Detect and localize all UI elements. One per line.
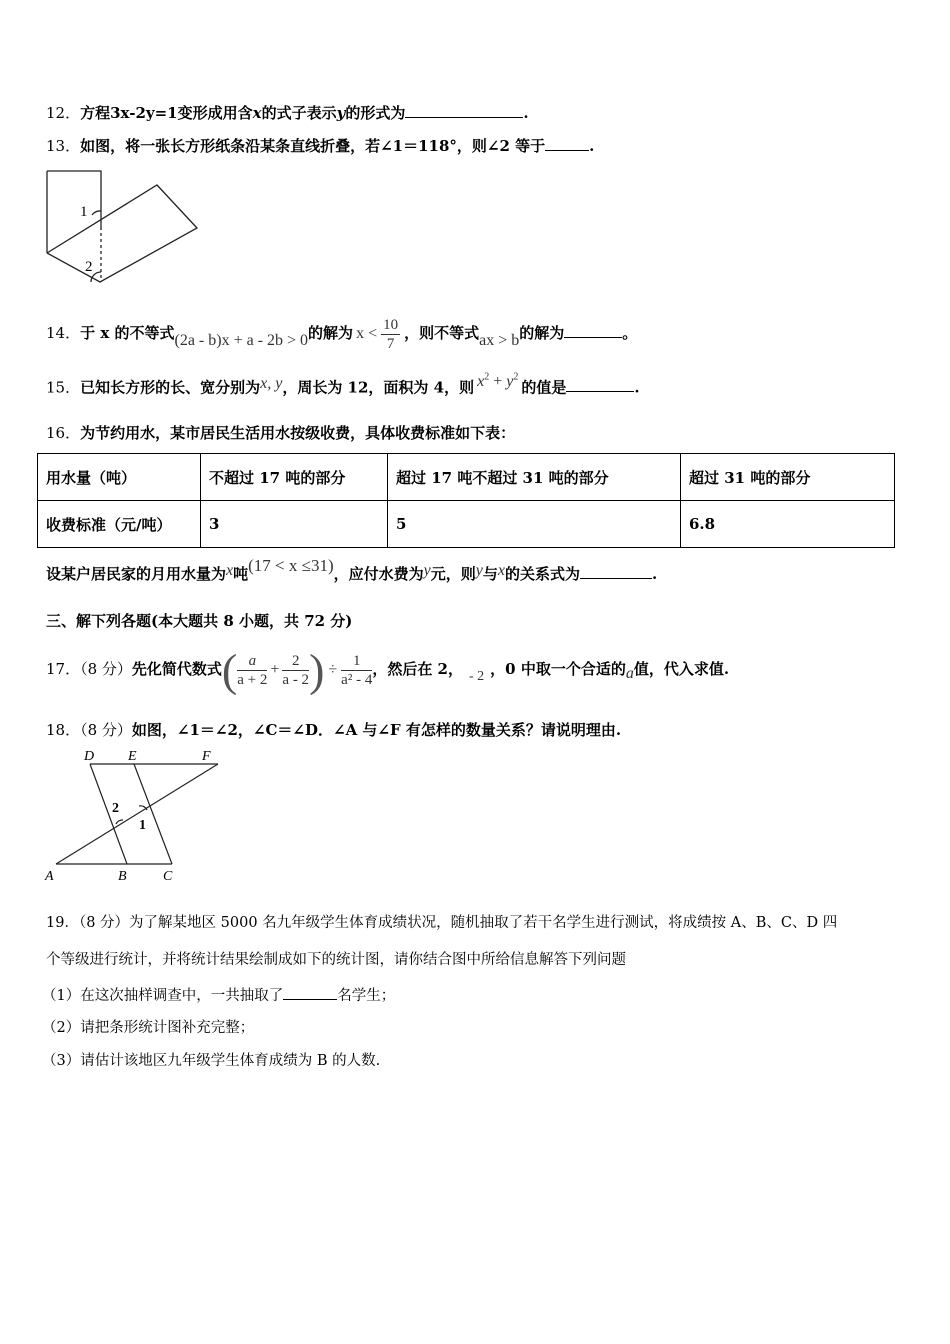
question-19-part1 [42, 985, 395, 1006]
q14-fraction [381, 316, 400, 353]
question-19-line2: 个等级进行统计，并将统计结果绘制成如下的统计图，请你结合图中所给信息解答下列问题 [46, 952, 626, 968]
q16-after-a: 设某户居民家的月用水量为 [46, 565, 227, 583]
q14-inequality-2: ax > b [479, 332, 520, 349]
q16-range: (17 < x ≤31) [248, 556, 334, 575]
table-cell: 5 [388, 501, 681, 548]
question-19-part3: （3）请估计该地区九年级学生体育成绩为 B 的人数. [42, 1053, 381, 1069]
question-17 [46, 634, 729, 706]
q15-end: . [634, 378, 640, 397]
q16-after-d: 元，则 [430, 565, 476, 583]
question-number: 13． [46, 137, 81, 155]
expr-plus: + [489, 373, 507, 391]
q17-text-c: ，0 中取一个合适的 [490, 660, 626, 678]
q15-expression [477, 373, 518, 390]
q15-vars: x, y [260, 375, 283, 393]
q12-y: y [336, 104, 346, 122]
q14-text-c: ，则不等式 [404, 324, 480, 342]
q16-x: x [226, 562, 234, 579]
fraction-numerator: 10 [383, 316, 399, 333]
angle-label-1: 1 [80, 204, 88, 220]
q16-after-e: 与 [482, 565, 498, 583]
table-header-cell: 超过 31 吨的部分 [681, 454, 895, 501]
left-paren: ( [221, 644, 238, 695]
sup-2: 2 [484, 372, 490, 383]
fraction-denominator: a² - 4 [341, 671, 373, 688]
question-18 [46, 720, 621, 740]
question-19-part2: （2）请把条形统计图补充完整； [42, 1020, 255, 1036]
point-label-D: D [84, 749, 95, 764]
answer-blank[interactable] [580, 564, 652, 579]
q16-after-c: ，应付水费为 [333, 565, 424, 583]
q15-text-a: 已知长方形的长、宽分别为 [80, 378, 261, 397]
q16-end: . [652, 565, 658, 583]
table-header-cell: 超过 17 吨不超过 31 吨的部分 [388, 454, 681, 501]
q16-y: y [475, 562, 483, 579]
fraction-denominator: 7 [386, 335, 395, 352]
q12-text-a: 方程 [80, 104, 111, 122]
q19-part1-a: （1）在这次抽样调查中，一共抽取了 [42, 988, 284, 1004]
sup-2: 2 [513, 372, 519, 383]
q13-text: 如图，将一张长方形纸条沿某条直线折叠，若∠1＝118°，则∠2 等于 [80, 137, 546, 155]
q12-text-d: 的形式为 [345, 104, 406, 122]
q14-inequality: (2a - b)x + a - 2b > 0 [174, 332, 309, 349]
fraction-3 [341, 652, 372, 689]
angle-label-1: 1 [139, 818, 146, 833]
q13-end: . [589, 137, 595, 155]
question-15 [46, 374, 640, 398]
table-row [38, 454, 895, 501]
answer-blank[interactable] [566, 377, 634, 392]
table-cell: 3 [201, 501, 388, 548]
answer-blank[interactable] [405, 103, 523, 118]
table-header-cell: 不超过 17 吨的部分 [201, 454, 388, 501]
q12-text-b: 变形成用含 [177, 104, 253, 122]
q19-part1-b: 名学生； [337, 988, 396, 1004]
table-header-cell: 用水量（吨） [38, 454, 201, 501]
expr-y: y [506, 373, 514, 391]
expr-x: x [477, 373, 485, 391]
answer-blank[interactable] [283, 985, 337, 1000]
answer-blank[interactable] [564, 323, 622, 338]
question-number: 19．（8 分） [46, 915, 130, 931]
q17-a: a [625, 665, 634, 682]
point-label-A: A [45, 869, 54, 883]
question-12 [46, 103, 529, 123]
q12-text-c: 的式子表示 [261, 104, 337, 122]
point-label-B: B [118, 869, 127, 883]
q17-text-a: 先化简代数式 [131, 660, 222, 678]
question-number: 17．（8 分） [46, 660, 132, 678]
angle-figure [42, 748, 222, 883]
q17-text-b: ，然后在 2， [372, 660, 463, 678]
q14-text-b: 的解为 [308, 324, 354, 342]
fee-table [37, 453, 895, 548]
fraction-denominator: a - 2 [282, 671, 310, 688]
q14-solution-lhs: x < [356, 325, 378, 342]
q16-after-b: 吨 [233, 565, 249, 583]
question-19-line1 [46, 913, 837, 933]
q16-x: x [497, 562, 506, 579]
fraction-numerator: a [237, 652, 267, 671]
question-number: 12． [46, 104, 81, 122]
question-number: 16． [46, 424, 81, 442]
q17-expression [221, 644, 373, 695]
plus-sign: + [270, 661, 280, 678]
fold-figure [40, 165, 210, 289]
question-16-relation [46, 556, 658, 585]
question-number: 18．（8 分） [46, 721, 132, 739]
point-label-E: E [128, 749, 137, 764]
question-13 [46, 136, 594, 156]
q19-line1: 为了解某地区 5000 名九年级学生体育成绩状况，随机抽取了若干名学生进行测试，将成绩按 A、B、C、D 四 [129, 915, 838, 931]
table-row [38, 501, 895, 548]
q14-text-d: 的解为 [519, 324, 565, 342]
question-14 [46, 313, 637, 354]
angle-label-2: 2 [85, 259, 93, 275]
point-label-C: C [163, 869, 173, 883]
fraction-numerator: 2 [282, 652, 309, 671]
q18-text: 如图，∠1＝∠2，∠C＝∠D．∠A 与∠F 有怎样的数量关系？请说明理由. [131, 721, 622, 739]
divide-sign: ÷ [328, 661, 338, 678]
point-label-F: F [202, 749, 211, 764]
section-heading: 三、解下列各题(本大题共 8 小题，共 72 分) [46, 612, 353, 630]
answer-blank[interactable] [545, 136, 589, 151]
q17-text-d: 值，代入求值. [633, 660, 730, 678]
q16-after-f: 的关系式为 [505, 565, 581, 583]
question-16 [46, 423, 515, 443]
q16-text: 为节约用水，某市居民生活用水按级收费，具体收费标准如下表： [80, 424, 516, 442]
q12-equation: 3x-2y=1 [110, 104, 178, 122]
q16-y: y [423, 562, 431, 579]
question-number: 15． [46, 378, 81, 397]
q12-end: . [523, 104, 529, 122]
question-number: 14． [46, 324, 81, 342]
q17-neg2: - 2 [469, 669, 485, 684]
q12-x: x [252, 104, 262, 122]
right-paren: ) [309, 644, 325, 695]
angle-label-2: 2 [112, 801, 119, 816]
fraction-numerator: 1 [341, 652, 372, 671]
table-cell: 收费标准（元/吨） [38, 501, 201, 548]
fraction-2 [282, 652, 309, 689]
table-cell: 6.8 [681, 501, 895, 548]
q15-text-c: 的值是 [521, 378, 567, 397]
fraction-denominator: a + 2 [237, 671, 268, 688]
q14-end: 。 [622, 324, 638, 342]
q14-text-a: 于 x 的不等式 [80, 324, 175, 342]
fraction-1 [237, 652, 267, 689]
q15-text-b: ，周长为 12，面积为 4，则 [282, 378, 475, 397]
